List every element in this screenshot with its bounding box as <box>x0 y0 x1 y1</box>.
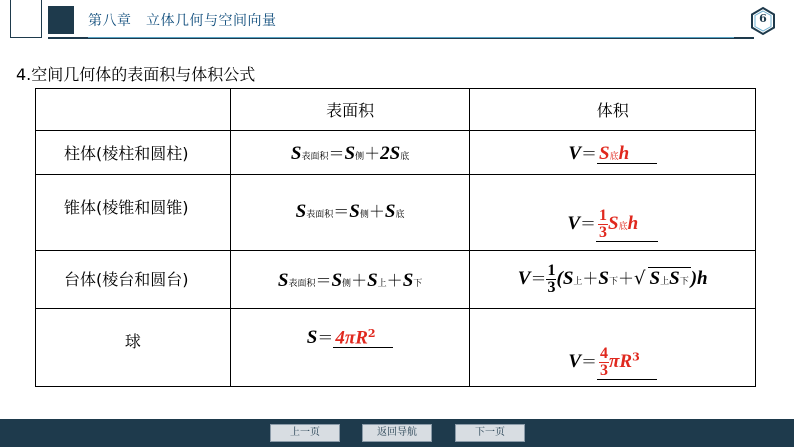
col-header-body <box>36 89 231 131</box>
surface-formula-pyramid: S表面积＝S侧＋S底 <box>230 175 470 251</box>
volume-formula-pyramid: V＝ $\frac{1}{3}$ S底h <box>470 175 756 251</box>
surface-formula-prism: S表面积＝S侧＋2S底 <box>230 131 470 175</box>
body-name-sphere: 球 <box>36 309 231 387</box>
body-name-frustum: 台体(棱台和圆台) <box>36 251 231 309</box>
body-name-pyramid: 锥体(棱锥和圆锥) <box>36 175 231 251</box>
chapter-title: 第八章 立体几何与空间向量 <box>88 13 277 29</box>
volume-formula-sphere: V＝ $\frac{4}{3}$ $\pi R^3$ <box>470 309 756 387</box>
table-row <box>36 309 756 387</box>
body-name-prism: 柱体(棱柱和圆柱) <box>36 131 231 175</box>
page-number: 6 <box>759 12 767 25</box>
surface-formula-frustum: S表面积＝S侧＋S上＋S下 <box>230 251 470 309</box>
table-row <box>36 251 756 309</box>
col-header-volume: 体积 <box>470 89 756 131</box>
col-header-surface-area: 表面积 <box>230 89 470 131</box>
next-page-button[interactable]: 下一页 <box>455 424 525 442</box>
volume-formula-prism: V＝ S底h <box>470 131 756 175</box>
header-block <box>48 6 74 34</box>
surface-formula-sphere: $S= 4\pi R^2$ <box>230 309 470 387</box>
table-row <box>36 131 756 175</box>
header-rule-accent <box>88 37 734 38</box>
table-row <box>36 175 756 251</box>
prev-page-button[interactable]: 上一页 <box>270 424 340 442</box>
section-title: 4.空间几何体的表面积与体积公式 <box>16 65 256 84</box>
return-nav-button[interactable]: 返回导航 <box>362 424 432 442</box>
table-header-row <box>36 89 756 131</box>
formula-table <box>35 88 756 387</box>
volume-formula-frustum: V＝ $\frac{1}{3}$ (S上＋S下＋√ S上S下 )h <box>470 251 756 309</box>
header-frame <box>10 0 42 38</box>
